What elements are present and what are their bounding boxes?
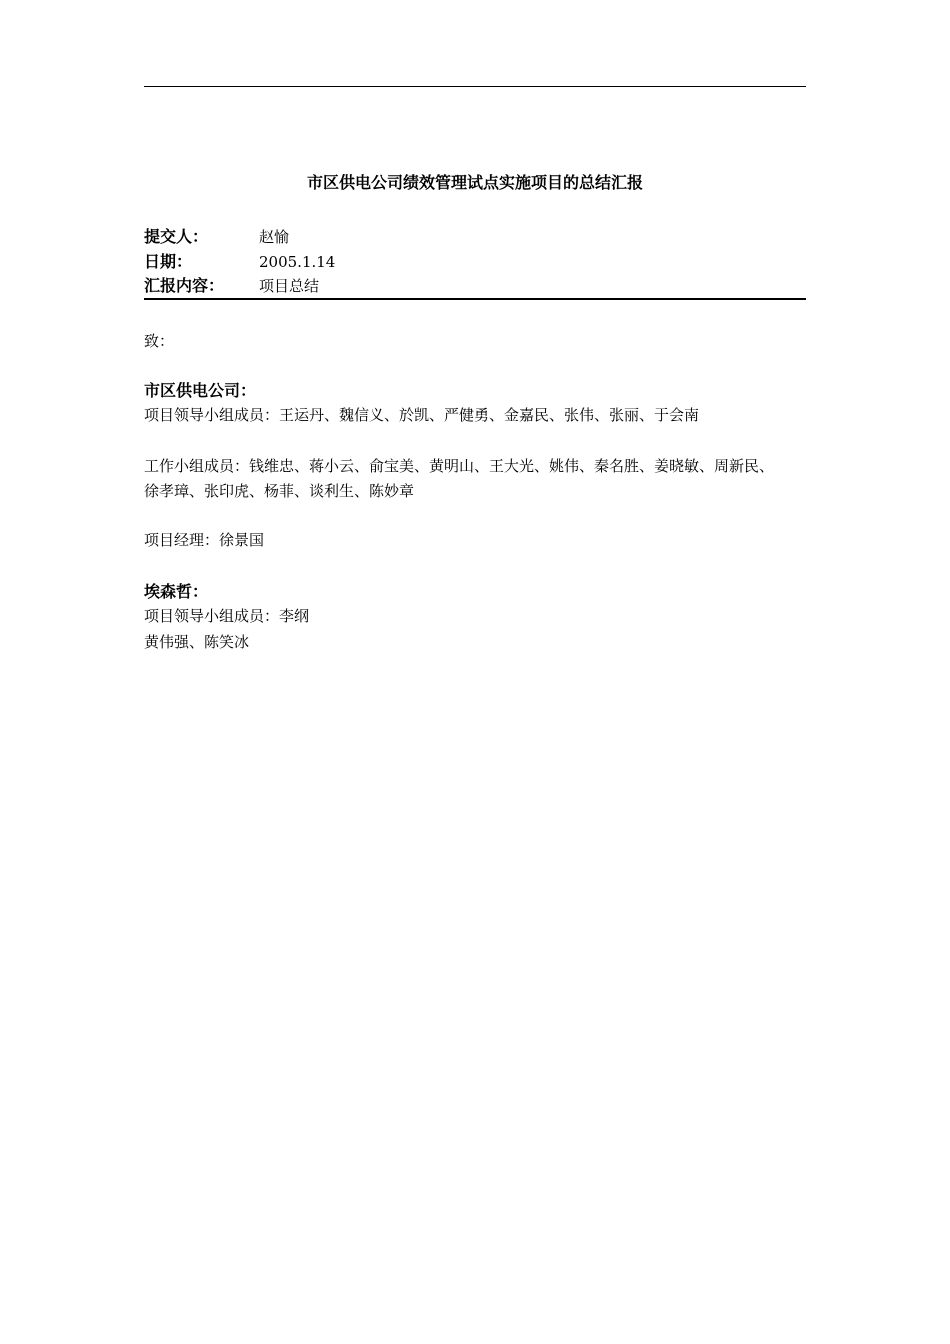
meta-rule: [144, 298, 806, 300]
client-manager: 项目经理：徐景国: [144, 531, 265, 549]
client-heading: 市区供电公司：: [144, 381, 257, 400]
submitter-value: 赵愉: [259, 228, 290, 246]
meta-submitter-row: [144, 225, 806, 249]
client-working-group-line2: 徐孝璋、张印虎、杨菲、谈利生、陈妙章: [144, 482, 415, 500]
client-leadership: 项目领导小组成员：王运丹、魏信义、於凯、严健勇、金嘉民、张伟、张丽、于会南: [144, 406, 700, 424]
document-title: 市区供电公司绩效管理试点实施项目的总结汇报: [306, 173, 643, 192]
date-value: 2005.1.14: [259, 253, 336, 271]
consultant-leadership: 项目领导小组成员：李纲: [144, 607, 310, 625]
submitter-label: 提交人：: [144, 227, 209, 246]
meta-content-row: [144, 274, 806, 298]
meta-date-row: [144, 250, 806, 274]
content-label: 汇报内容：: [144, 276, 225, 295]
consultant-members: 黄伟强、陈笑冰: [144, 633, 250, 651]
consultant-heading: 埃森哲：: [144, 582, 209, 601]
date-label: 日期：: [144, 252, 193, 271]
client-working-group-line1: 工作小组成员：钱维忠、蒋小云、俞宝美、黄明山、王大光、姚伟、秦名胜、姜晓敏、周新民、: [144, 457, 775, 475]
content-value: 项目总结: [259, 277, 320, 295]
header-rule: [144, 86, 806, 87]
salutation: 致：: [144, 332, 175, 350]
